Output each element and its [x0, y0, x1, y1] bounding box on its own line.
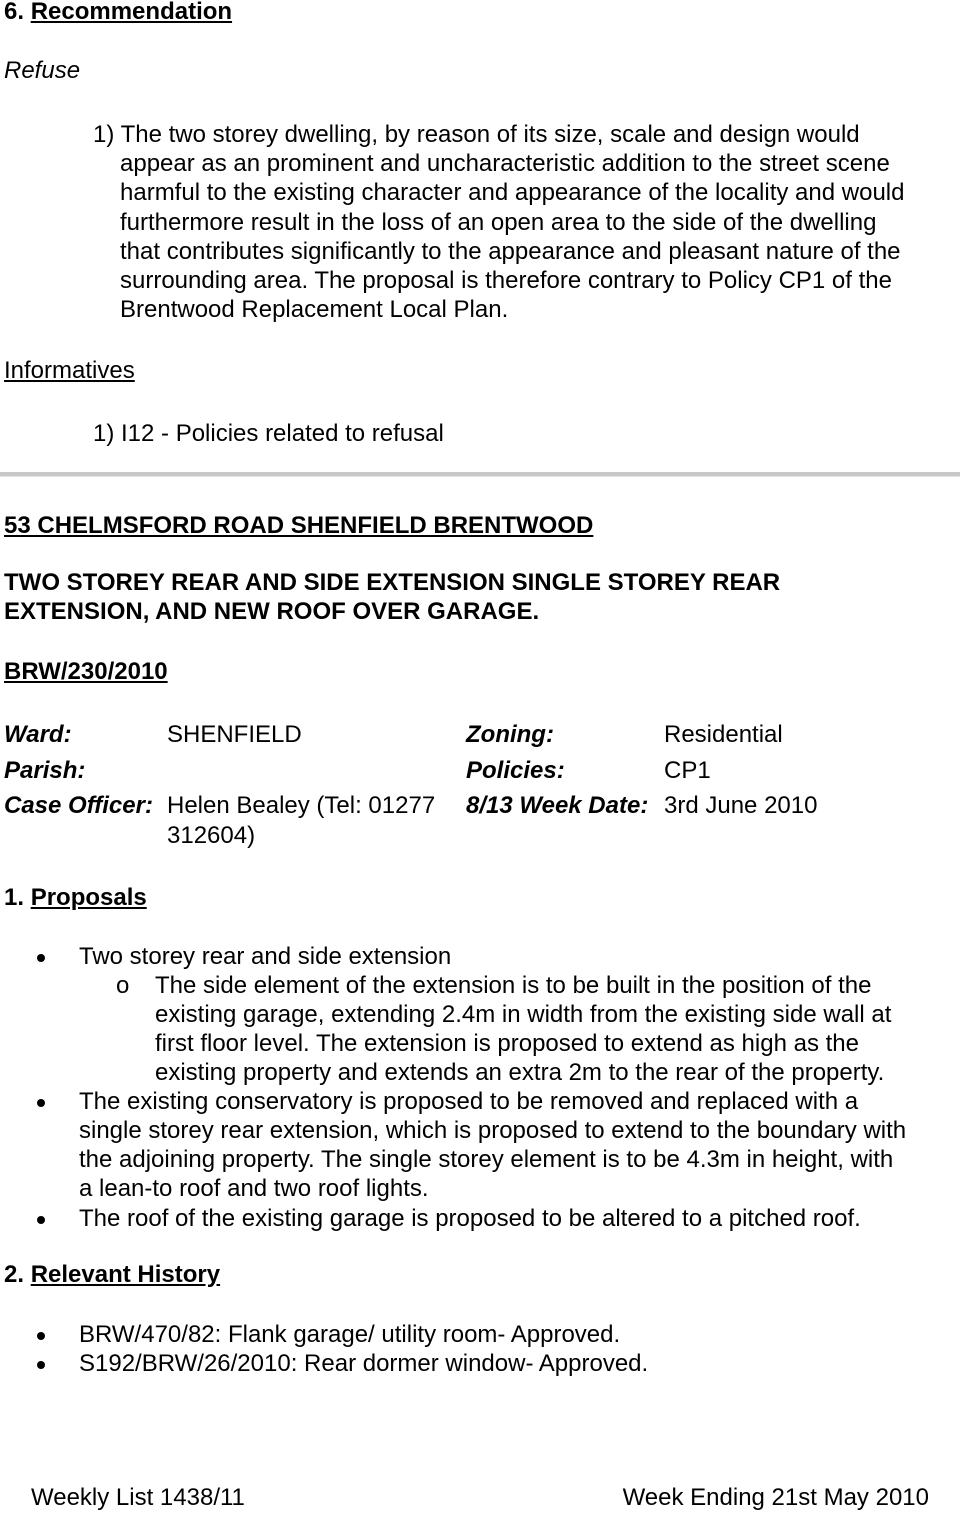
reason-line: Brentwood Replacement Local Plan. [120, 296, 509, 324]
sub-bullet-icon: o [116, 972, 130, 999]
list-item: BRW/470/82: Flank garage/ utility room- Approved. [79, 1321, 621, 1348]
zoning-label: Zoning: [466, 721, 554, 748]
reason-line: harmful to the existing character and appearance of the locality and would [120, 179, 905, 207]
informatives-heading: Informatives [4, 357, 135, 384]
decision-label: Refuse [4, 57, 81, 84]
bullet-icon [37, 1099, 45, 1107]
bullet-icon [37, 1332, 45, 1340]
informative-item: 1) I12 - Policies related to refusal [93, 420, 444, 447]
section-title: Relevant History [30, 1261, 221, 1288]
reason-line: that contributes significantly to the appearance and pleasant nature of the [120, 237, 901, 265]
sub-list-line: existing garage, extending 2.4m in width from the existing side wall at [155, 1001, 892, 1028]
section-number: 6. [4, 0, 25, 25]
list-item-line: single storey rear extension, which is proposed to extend to the boundary with [79, 1117, 907, 1144]
footer-right: Week Ending 21st May 2010 [622, 1484, 929, 1511]
proposals-heading [4, 884, 147, 912]
section-title: Recommendation [30, 0, 233, 25]
refusal-reason-continuation [120, 149, 960, 325]
section-number: 1. [4, 884, 25, 911]
week-date-value: 3rd June 2010 [664, 792, 818, 819]
policies-value: CP1 [664, 757, 711, 784]
policies-label: Policies: [466, 757, 565, 784]
proposal-description-line2: EXTENSION, AND NEW ROOF OVER GARAGE. [4, 598, 540, 625]
reason-line: furthermore result in the loss of an open area to the side of the dwelling [120, 208, 877, 236]
section-divider [0, 472, 960, 477]
refusal-reason [93, 120, 860, 149]
reason-line: 1) The two storey dwelling, by reason of its size, scale and design would [93, 121, 860, 148]
application-reference: BRW/230/2010 [4, 658, 168, 685]
case-officer-value-line1: Helen Bealey (Tel: 01277 [167, 792, 436, 819]
list-item: The roof of the existing garage is proposed to be altered to a pitched roof. [79, 1205, 861, 1232]
list-item: Two storey rear and side extension [79, 943, 452, 970]
week-date-label: 8/13 Week Date: [466, 792, 649, 819]
sub-list-line: first floor level. The extension is proposed to extend as high as the [155, 1030, 859, 1057]
bullet-icon [37, 1216, 45, 1224]
ward-value: SHENFIELD [167, 721, 302, 748]
ward-label: Ward: [4, 721, 72, 748]
recommendation-heading [4, 0, 232, 26]
section-title: Proposals [30, 884, 147, 911]
history-heading [4, 1261, 220, 1289]
sub-list-line: The side element of the extension is to be built in the position of the [155, 972, 872, 999]
list-item-line: The existing conservatory is proposed to be removed and replaced with a [79, 1088, 859, 1115]
footer-left: Weekly List 1438/11 [31, 1484, 245, 1511]
reason-line: appear as an prominent and uncharacteristic addition to the street scene [120, 150, 890, 177]
case-officer-value-line2: 312604) [167, 822, 256, 849]
list-item: S192/BRW/26/2010: Rear dormer window- Approved. [79, 1350, 649, 1377]
bullet-icon [37, 1361, 45, 1369]
bullet-icon [37, 954, 45, 962]
list-item-line: the adjoining property. The single storey element is to be 4.3m in height, with [79, 1146, 894, 1173]
reason-line: surrounding area. The proposal is therefore contrary to Policy CP1 of the [120, 267, 892, 295]
parish-label: Parish: [4, 757, 86, 784]
site-address: 53 CHELMSFORD ROAD SHENFIELD BRENTWOOD [4, 512, 594, 539]
case-officer-label: Case Officer: [4, 792, 153, 819]
sub-list-line: existing property and extends an extra 2m to the rear of the property. [155, 1059, 885, 1086]
proposal-description-line1: TWO STOREY REAR AND SIDE EXTENSION SINGLE STOREY REAR [4, 569, 781, 596]
section-number: 2. [4, 1261, 25, 1288]
zoning-value: Residential [664, 721, 783, 748]
list-item-line: a lean-to roof and two roof lights. [79, 1175, 429, 1202]
